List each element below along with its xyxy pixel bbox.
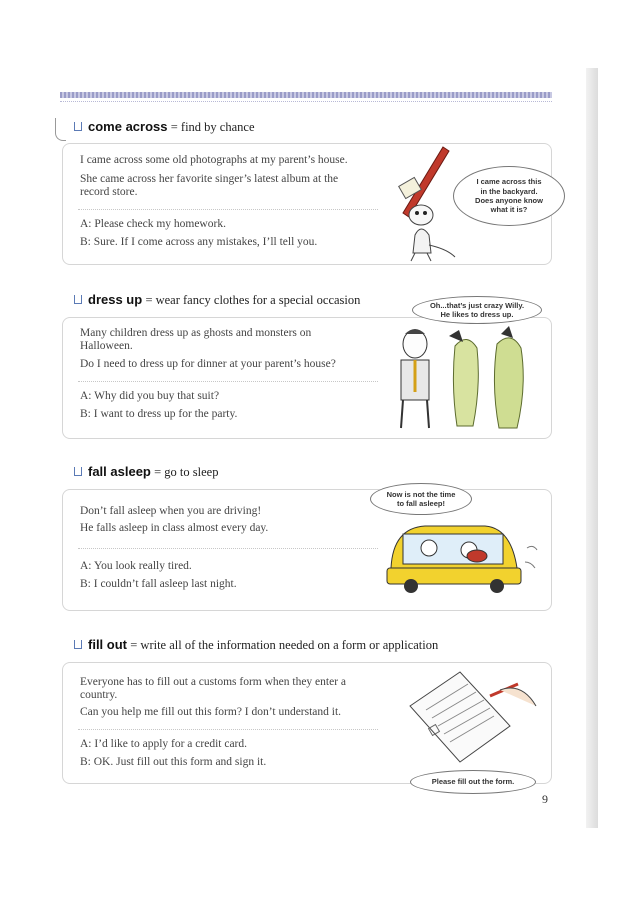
dialogue-line: B: I want to dress up for the party. xyxy=(80,408,238,420)
example-sentence: record store. xyxy=(80,186,138,198)
entry-term: fill out xyxy=(88,637,127,652)
separator xyxy=(78,729,378,730)
dialogue-line: A: You look really tired. xyxy=(80,560,192,572)
checkbox-icon xyxy=(74,467,82,476)
example-sentence: country. xyxy=(80,689,118,701)
separator xyxy=(78,381,378,382)
speech-bubble xyxy=(410,770,536,794)
bubble-text: Now is not the time xyxy=(386,489,456,499)
entry-term: dress up xyxy=(88,292,143,307)
speech-bubble xyxy=(453,166,565,226)
example-sentence: He falls asleep in class almost every day. xyxy=(80,522,269,534)
example-sentence: Halloween. xyxy=(80,340,133,352)
page-edge xyxy=(586,68,598,828)
dialogue-line: A: Why did you buy that suit? xyxy=(80,390,220,402)
entry-term: fall asleep xyxy=(88,464,151,479)
separator xyxy=(78,209,378,210)
dialogue-line: B: Sure. If I come across any mistakes, I’ll tell you. xyxy=(80,236,318,248)
separator xyxy=(78,548,378,549)
bubble-text: He likes to dress up. xyxy=(440,310,514,319)
entry-definition: = write all of the information needed on a form or application xyxy=(130,638,439,652)
checkbox-icon xyxy=(74,640,82,649)
example-sentence: Many children dress up as ghosts and monsters on xyxy=(80,327,312,339)
entry-term: come across xyxy=(88,119,168,134)
bubble-text: I came across this xyxy=(476,177,542,187)
dialogue-line: B: OK. Just fill out this form and sign it. xyxy=(80,756,267,768)
entry-heading-fill-out xyxy=(74,637,438,653)
example-sentence: Do I need to dress up for dinner at your parent’s house? xyxy=(80,358,336,370)
halloween-characters-illustration xyxy=(385,326,535,436)
mouse-with-artifact-illustration xyxy=(385,145,465,263)
example-sentence: She came across her favorite singer’s latest album at the xyxy=(80,173,339,185)
dialogue-line: A: Please check my homework. xyxy=(80,218,226,230)
corner-mark xyxy=(55,118,66,141)
example-sentence: I came across some old photographs at my parent’s house. xyxy=(80,154,348,166)
dialogue-line: B: I couldn’t fall asleep last night. xyxy=(80,578,237,590)
car-illustration xyxy=(385,518,545,598)
bubble-text: Please fill out the form. xyxy=(431,777,515,787)
header-bar xyxy=(60,92,552,98)
bubble-text: in the backyard. xyxy=(480,186,538,196)
entry-definition: = find by chance xyxy=(170,120,255,134)
form-and-pen-illustration xyxy=(390,666,540,766)
dialogue-line: A: I’d like to apply for a credit card. xyxy=(80,738,248,750)
header-divider xyxy=(60,101,552,102)
checkbox-icon xyxy=(74,122,82,131)
bubble-text: Oh...that’s just crazy Willy. xyxy=(429,300,525,310)
entry-heading-come-across xyxy=(74,119,255,135)
speech-bubble xyxy=(370,483,472,515)
page-number: 9 xyxy=(542,792,548,806)
example-sentence: Can you help me fill out this form? I don’t understand it. xyxy=(80,706,342,718)
speech-bubble xyxy=(412,296,542,324)
bubble-text: to fall asleep! xyxy=(397,499,445,508)
bubble-text: what it is? xyxy=(490,205,528,215)
checkbox-icon xyxy=(74,295,82,304)
entry-heading-dress-up xyxy=(74,292,360,308)
bubble-text: Does anyone know xyxy=(475,196,543,205)
entry-definition: = go to sleep xyxy=(154,465,219,479)
example-sentence: Don’t fall asleep when you are driving! xyxy=(80,505,262,517)
entry-definition: = wear fancy clothes for a special occasion xyxy=(145,293,361,307)
example-sentence: Everyone has to fill out a customs form when they enter a xyxy=(80,676,347,688)
entry-heading-fall-asleep xyxy=(74,464,218,480)
